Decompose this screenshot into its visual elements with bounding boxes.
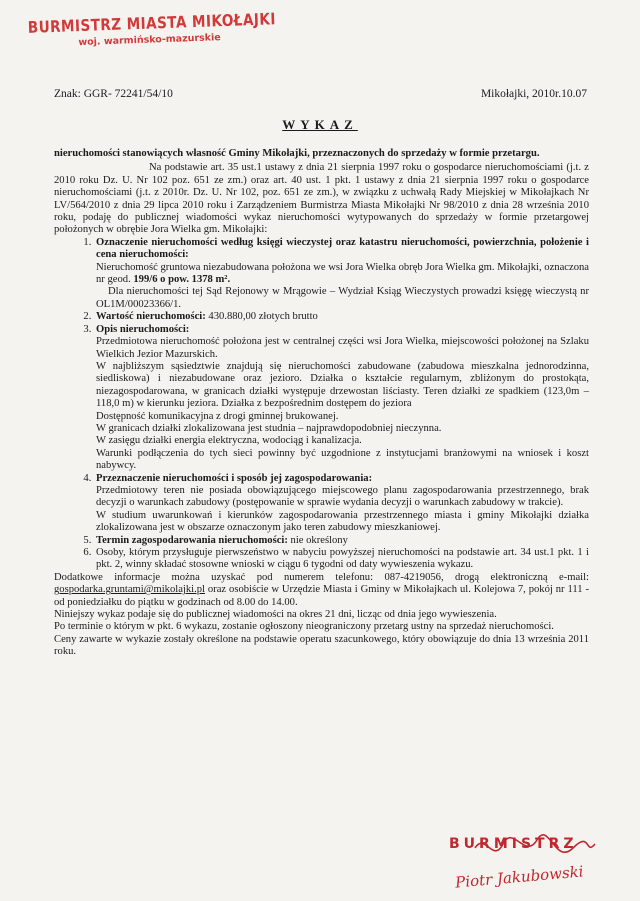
office-stamp [27, 9, 277, 50]
items-list [54, 237, 589, 572]
item-value: nie określony [287, 534, 348, 546]
tender-paragraph: Po terminie o którym w pkt. 6 wykazu, zostanie ogłoszony nieograniczony przetarg ustny na sprzedaż nieruchomości. [54, 621, 554, 633]
item-paragraph: W granicach działki zlokalizowana jest studnia – najprawdopodobniej nieczynna. [96, 422, 442, 434]
reference-number: Znak: GGR- 72241/54/10 [54, 88, 173, 100]
item-paragraph: Przedmiotowa nieruchomość położona jest w centralnej części wsi Jora Wielka, miejscowości położonej na Szlaku Wielkich Jezior Mazurskich. [96, 336, 589, 360]
list-item [94, 535, 589, 547]
list-item [94, 547, 589, 572]
item-paragraph: Dostępność komunikacyjna z drogi gminnej brukowanej. [96, 410, 339, 422]
email-link[interactable]: gospodarka.gruntami@mikolajki.pl [54, 584, 205, 596]
contact-text: oraz osobiście w Urzędzie Miasta i Gminy w Mikołajkach ul. Kolejowa 7, pokój nr 111 - od poniedziałku do piątku w godzinach od 8.00 do 14.00. [54, 584, 589, 608]
item-paragraph: Warunki podłączenia do tych sieci powinny być uzgodnione z instytucjami branżowymi na wniosek i koszt nabywcy. [96, 447, 589, 472]
valuation-paragraph: Ceny zawarte w wykazie zostały określone na podstawie operatu szacunkowego, który obowiązuje do dnia 13 września 2011 roku. [54, 633, 589, 658]
contact-text: Dodatkowe informacje można uzyskać pod numerem telefonu: 087-4219056, drogą elektroniczną e-mail: [54, 571, 589, 583]
item-paragraph [96, 262, 589, 287]
subject-line: nieruchomości stanowiących własność Gminy Mikołajki, przeznaczonych do sprzedaży w formie przetargu. [54, 148, 540, 159]
signer-name: Piotr Jakubowski [454, 862, 585, 892]
list-item [94, 473, 589, 535]
document-title: WYKAZ [282, 117, 358, 132]
publication-paragraph: Niniejszy wykaz podaje się do publicznej wiadomości na okres 21 dni, licząc od dnia jego wywieszenia. [54, 609, 497, 621]
list-item [94, 237, 589, 311]
item-heading: Termin zagospodarowania nieruchomości: [96, 534, 288, 546]
item-paragraph: Dla nieruchomości tej Sąd Rejonowy w Mrągowie – Wydział Ksiąg Wieczystych prowadzi księgę wieczystą nr OL1M/00023366/1. [96, 286, 589, 310]
item-heading: Wartość nieruchomości: [96, 311, 206, 323]
item-paragraph: W zasięgu działki energia elektryczna, wodociąg i kanalizacja. [96, 435, 362, 447]
signer-role: BURMISTRZ [449, 836, 578, 852]
place-date: Mikołajki, 2010r.10.07 [480, 88, 587, 100]
item-heading: Opis nieruchomości: [96, 323, 190, 335]
item-text: Nieruchomość gruntowa niezabudowana położona we wsi Jora Wielka obręb Jora Wielka gm. Mikołajki, oznaczona nr geod. [96, 261, 589, 286]
signature-stamp [445, 830, 605, 892]
list-item [94, 324, 589, 473]
intro-paragraph: Na podstawie art. 35 ust.1 ustawy z dnia 21 sierpnia 1997 roku o gospodarce nieruchomościami (j.t. z 2010 roku Dz. U. Nr 102 poz. 651 ze zm.) oraz art. 40 ust. 1 pkt. 1 ustawy z dnia 21 sierpnia 1997 roku o gospodarce nieruchomościami (j.t. z 2010r. Dz. U. Nr 102, poz. 651 ze zm.), w związku z uchwałą Rady Miejskiej w Mikołajkach Nr LV/564/2010 z dnia 29 lipca 2010 roku i Zarządzeniem Burmistrza Miasta Mikołajki Nr 98/2010 z dnia 28 września 2010 roku, podaję do publicznej wiadomości wykaz nieruchomości wytypowanych do sprzedaży w formie przetargowej położonych w obrębie Jora Wielka gm. Mikołajki: [54, 162, 589, 236]
item-heading: Przeznaczenie nieruchomości i sposób jej zagospodarowania: [96, 472, 373, 484]
stamp-line-1: BURMISTRZ MIASTA MIKOŁAJKI [27, 9, 277, 37]
item-paragraph: Przedmiotowy teren nie posiada obowiązującego miejscowego planu zagospodarowania przestrzennego, brak decyzji o warunkach zabudowy (postępowanie w sprawie wydania decyzji o warunkach zabudowy w trakcie). [96, 484, 589, 509]
item-paragraph: W studium uwarunkowań i kierunków zagospodarowania przestrzennego miasta i gminy Mikołajki działka zlokalizowana jest w obszarze oznaczonym jako teren zabudowy mieszkaniowej. [96, 509, 589, 534]
stamp-line-2: woj. warmińsko-mazurskie [78, 32, 221, 49]
item-paragraph: W najbliższym sąsiedztwie znajdują się nieruchomości zabudowane (zabudowa mieszkalna jednorodzinna, siedliskowa) i niezabudowane oraz jezioro. Działka o kształcie regularnym, zbliżonym do prostokąta, niezagospodarowana, w granicach działki występuje drzewostan liściasty. Teren działki ze spadkiem (123,0m – 118,0 m) w kierunku jeziora. Działka z bezpośrednim dostępem do jeziora [96, 360, 589, 410]
item-heading: Oznaczenie nieruchomości według księgi wieczystej oraz katastru nieruchomości, powierzchnia, położenie i cena nieruchomości: [96, 236, 589, 261]
item-text: Osoby, którym przysługuje pierwszeństwo w nabyciu powyższej nieruchomości na podstawie art. 34 ust.1 pkt. 1 i pkt. 2, winny składać stosowne wnioski w ciągu 6 tygodni od daty wywieszenia wykazu. [96, 547, 589, 571]
contact-paragraph [54, 572, 589, 609]
list-item [94, 311, 589, 323]
document-body [54, 148, 589, 659]
plot-number: 199/6 o pow. 1378 m². [133, 274, 231, 286]
property-value: 430.880,00 złotych brutto [205, 311, 318, 323]
